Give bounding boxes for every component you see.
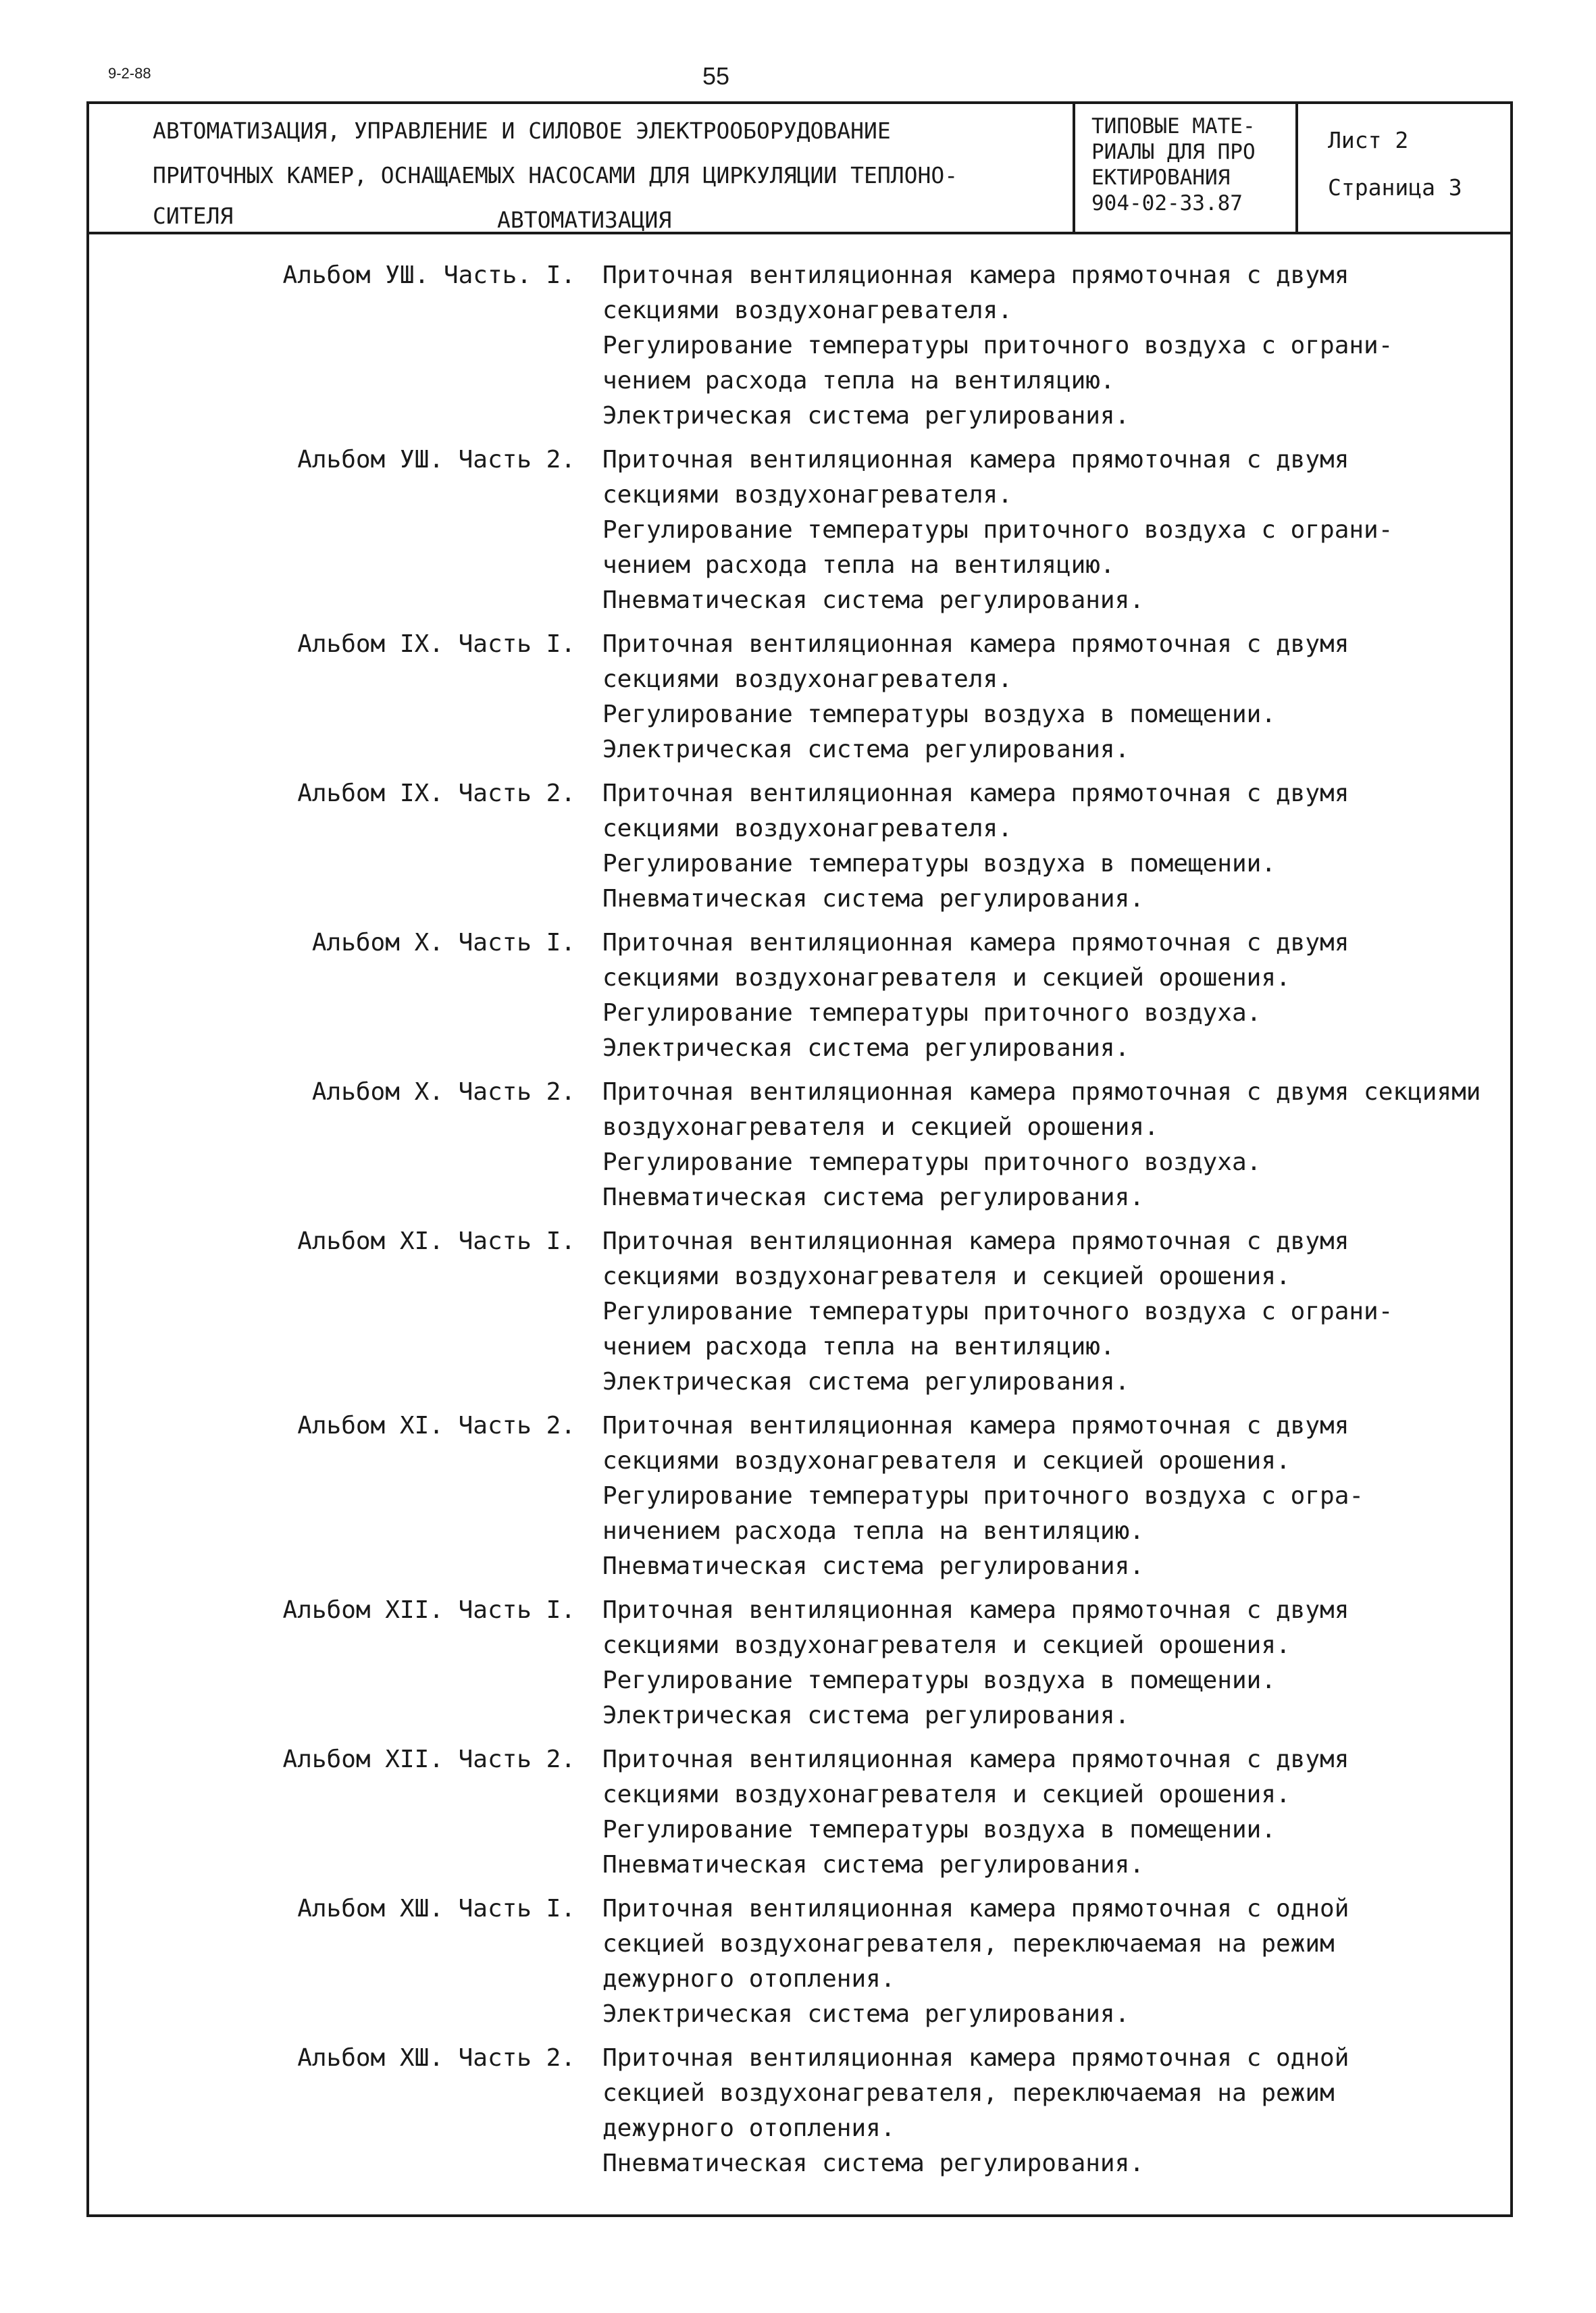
sheet-info [1298,104,1513,232]
title-line: АВТОМАТИЗАЦИЯ, УПРАВЛЕНИЕ И СИЛОВОЕ ЭЛЕКТРООБОРУДОВАНИЕ [153,118,891,144]
page-number: 55 [702,62,730,90]
description-line: секциями воздухонагревателя и секцией орошения. [602,1447,1291,1475]
description-line: чением расхода тепла на вентиляцию. [602,367,1115,395]
description-line: Регулирование температуры воздуха в помещении. [602,1816,1276,1844]
description-line: Пневматическая система регулирования. [602,1552,1144,1580]
album-entry [89,776,1510,917]
description-line: секциями воздухонагревателя и секцией орошения. [602,1781,1291,1808]
description-line: Приточная вентиляционная камера прямоточная с двумя секциями [602,1078,1481,1106]
description-line: чением расхода тепла на вентиляцию. [602,551,1115,579]
description-line: секциями воздухонагревателя. [602,297,1012,324]
album-list [89,258,1510,2190]
description-line: Пневматическая система регулирования. [602,1851,1144,1879]
description-line: воздухонагревателя и секцией орошения. [602,1113,1159,1141]
description-line: секцией воздухонагревателя, переключаемая на режим [602,2079,1335,2107]
album-entry [89,1224,1510,1400]
description-line: Электрическая система регулирования. [602,1034,1130,1062]
album-description [602,1593,1510,1733]
album-label: Альбом XШ. Часть I. [297,1895,575,1923]
description-line: Приточная вентиляционная камера прямоточная с двумя [602,630,1349,658]
description-line: секциями воздухонагревателя и секцией орошения. [602,1263,1291,1290]
description-line: дежурного отопления. [602,2114,896,2142]
description-line: Приточная вентиляционная камера прямоточная с одной [602,1895,1349,1923]
album-description [602,1891,1510,2032]
album-description [602,1075,1510,1215]
album-description [602,1742,1510,1883]
album-label: Альбом XII. Часть 2. [282,1746,575,1773]
album-label: Альбом XII. Часть I. [282,1596,575,1624]
album-label: Альбом IX. Часть I. [297,630,575,658]
description-line: дежурного отопления. [602,1965,896,1993]
description-line: секциями воздухонагревателя и секцией орошения. [602,964,1291,992]
description-line: секциями воздухонагревателя и секцией орошения. [602,1631,1291,1659]
description-line: Электрическая система регулирования. [602,402,1130,430]
description-line: Пневматическая система регулирования. [602,2150,1144,2177]
description-line: Электрическая система регулирования. [602,736,1130,763]
album-label: Альбом IX. Часть 2. [297,780,575,807]
description-line: Электрическая система регулирования. [602,2000,1130,2028]
description-line: Приточная вентиляционная камера прямоточная с двумя [602,780,1349,807]
album-entry [89,925,1510,1066]
series-code: 904-02-33.87 [1091,191,1243,215]
description-line: Регулирование температуры приточного воздуха с ограни- [602,332,1393,359]
album-description [602,2041,1510,2181]
album-description [602,1408,1510,1584]
description-line: Регулирование температуры приточного воздуха с огра- [602,1482,1364,1510]
description-line: секциями воздухонагревателя. [602,665,1012,693]
description-line: ничением расхода тепла на вентиляцию. [602,1517,1144,1545]
description-line: секцией воздухонагревателя, переключаемая на режим [602,1930,1335,1958]
description-line: Регулирование температуры воздуха в помещении. [602,701,1276,728]
series-designation [1075,104,1298,232]
page-frame [86,101,1513,2217]
description-line: Приточная вентиляционная камера прямоточная с двумя [602,1227,1349,1255]
album-entry [89,1075,1510,1215]
album-label: Альбом XI. Часть I. [297,1227,575,1255]
title-line: ПРИТОЧНЫХ КАМЕР, ОСНАЩАЕМЫХ НАСОСАМИ ДЛЯ ЦИРКУЛЯЦИИ ТЕПЛОНО- [153,162,958,188]
description-line: Приточная вентиляционная камера прямоточная с двумя [602,1746,1349,1773]
description-line: Приточная вентиляционная камера прямоточная с двумя [602,1596,1349,1624]
description-line: Приточная вентиляционная камера прямоточная с двумя [602,929,1349,957]
series-line: ТИПОВЫЕ МАТЕ- [1091,114,1256,138]
album-entry [89,258,1510,434]
album-description [602,925,1510,1066]
album-entry [89,627,1510,767]
document-code: 9-2-88 [108,65,151,82]
album-description [602,442,1510,618]
description-line: Регулирование температуры приточного воздуха. [602,999,1262,1027]
section-title: АВТОМАТИЗАЦИЯ [497,207,672,233]
album-entry [89,1593,1510,1733]
album-entry [89,2041,1510,2181]
album-label: Альбом УШ. Часть. I. [282,261,575,289]
album-label: Альбом XI. Часть 2. [297,1412,575,1440]
description-line: Приточная вентиляционная камера прямоточная с двумя [602,446,1349,474]
album-label: Альбом X. Часть I. [311,929,575,957]
description-line: Регулирование температуры приточного воздуха с ограни- [602,516,1393,544]
album-entry [89,442,1510,618]
description-line: Приточная вентиляционная камера прямоточная с двумя [602,1412,1349,1440]
description-line: Пневматическая система регулирования. [602,586,1144,614]
description-line: Электрическая система регулирования. [602,1368,1130,1396]
series-line: РИАЛЫ ДЛЯ ПРО [1091,140,1256,164]
page-label: Страница 3 [1328,174,1462,201]
sheet-number: Лист 2 [1328,127,1409,153]
album-label: Альбом XШ. Часть 2. [297,2044,575,2072]
album-label: Альбом УШ. Часть 2. [297,446,575,474]
title-line: СИТЕЛЯ [153,203,234,229]
description-line: Регулирование температуры приточного воздуха. [602,1148,1262,1176]
album-description [602,258,1510,434]
album-description [602,627,1510,767]
description-line: секциями воздухонагревателя. [602,481,1012,509]
description-line: Пневматическая система регулирования. [602,1184,1144,1211]
description-line: Приточная вентиляционная камера прямоточная с двумя [602,261,1349,289]
description-line: Пневматическая система регулирования. [602,885,1144,913]
title-block [89,104,1510,234]
description-line: секциями воздухонагревателя. [602,815,1012,842]
description-line: Регулирование температуры воздуха в помещении. [602,850,1276,878]
description-line: Регулирование температуры воздуха в помещении. [602,1667,1276,1694]
description-line: Приточная вентиляционная камера прямоточная с одной [602,2044,1349,2072]
document-title [89,104,1075,232]
album-description [602,1224,1510,1400]
album-entry [89,1408,1510,1584]
description-line: Регулирование температуры приточного воздуха с ограни- [602,1298,1393,1325]
album-label: Альбом X. Часть 2. [311,1078,575,1106]
series-line: ЕКТИРОВАНИЯ [1091,166,1231,190]
album-entry [89,1891,1510,2032]
album-description [602,776,1510,917]
description-line: Электрическая система регулирования. [602,1702,1130,1729]
album-entry [89,1742,1510,1883]
description-line: чением расхода тепла на вентиляцию. [602,1333,1115,1361]
